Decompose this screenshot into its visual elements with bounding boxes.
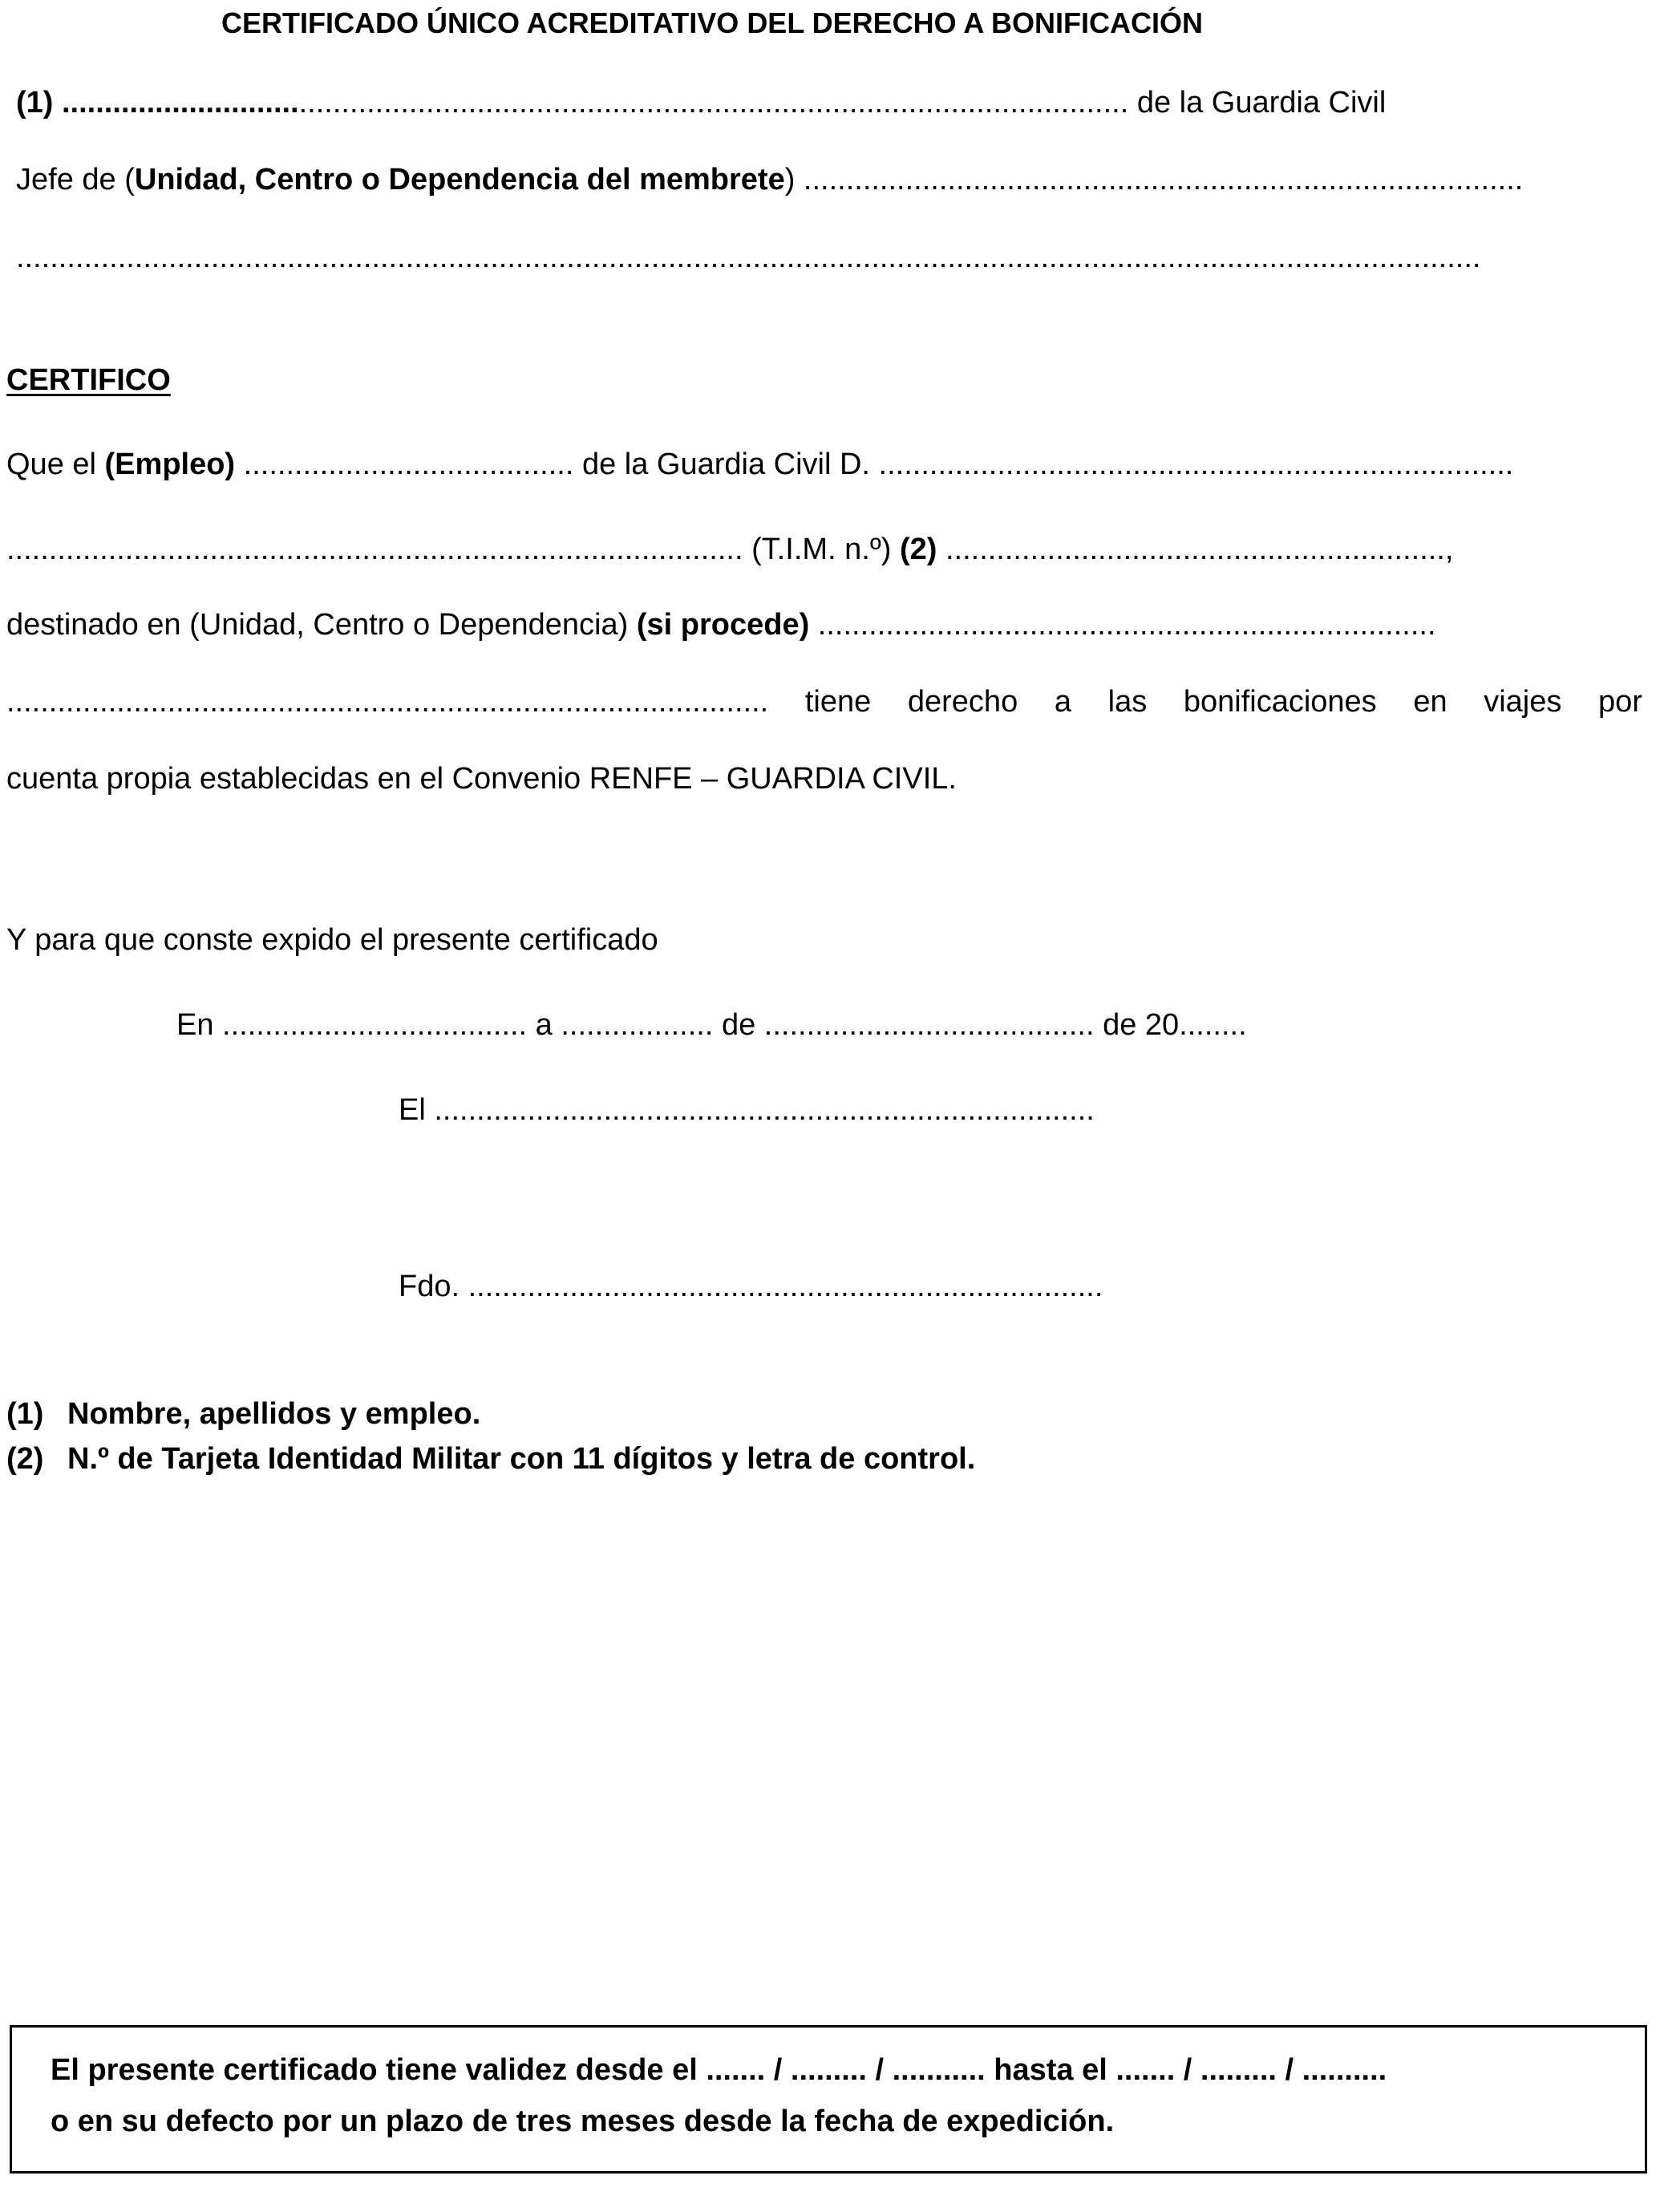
certifico-heading: CERTIFICO [6,363,171,397]
header-line-2 [16,161,1523,198]
destino-field[interactable]: ......................................................................... [809,608,1436,642]
body-word: las [1107,685,1148,719]
body-word: por [1598,685,1642,719]
footnote-text: N.º de Tarjeta Identidad Militar con 11 dígitos y letra de control. [67,1442,976,1476]
closing-statement: Y para que conste expido el presente certificado [6,923,658,957]
issuer-suffix: de la Guardia Civil [1136,86,1387,120]
validity-line-2: o en su defecto por un plazo de tres meses desde la fecha de expedición. [51,2105,1115,2138]
document-title: CERTIFICADO ÚNICO ACREDITATIVO DEL DERECHO A BONIFICACIÓN [221,6,1203,39]
body-word: derecho [907,685,1018,719]
body-line-2 [6,531,1453,568]
signature-line[interactable]: Fdo. ........................................................................... [399,1270,1103,1303]
tim-field[interactable]: ....................................................................................... (T.I.M. n.º) [6,533,900,566]
footnote-text: Nombre, apellidos y empleo. [67,1397,481,1431]
body-line-5: cuenta propia establecidas en el Convenio RENFE – GUARDIA CIVIL. [6,762,957,796]
body-line-4 [6,683,1642,720]
validity-line-1[interactable]: El presente certificado tiene validez desde el ....... / ......... / ........... hasta el ....... / ......... / .......... [51,2053,1387,2087]
footnote [6,1396,975,1432]
signer-position-line[interactable]: El .............................................................................. [399,1093,1095,1127]
body-line-3 [6,606,1436,643]
unit-field[interactable]: ) ..................................................................................... [784,163,1524,196]
header-line-1 [16,84,1647,121]
issuer-name-field[interactable]: .................................................................................................. [298,86,1129,120]
body-word: viajes [1484,685,1562,719]
body-que-el: Que el [6,448,105,481]
body-word: en [1413,685,1447,719]
issuer-ref: (1) ............................ [16,86,299,120]
date-line[interactable]: En .................................... a .................. de ....................................... de 20........ [176,1008,1247,1042]
body-word: tiene [804,685,872,719]
body-line-1 [6,446,1513,483]
si-procede-label: (si procede) [636,608,810,642]
footnote-number: (2) [6,1442,44,1476]
jefe-label: Jefe de ( [16,163,135,196]
validity-box [10,2025,1647,2174]
body-word: a [1054,685,1071,719]
tim-ref: (2) [899,533,937,566]
unit-hint: Unidad, Centro o Dependencia del membrete [134,163,785,196]
footnotes [6,1396,975,1477]
destino-field-cont[interactable]: .......................................................................................... [6,685,769,719]
header-line-3[interactable]: ............................................................................................................................................................................. [16,241,1481,274]
empleo-label: (Empleo) [104,448,236,481]
destinado-label: destinado en (Unidad, Centro o Dependencia) [6,608,637,642]
footnote [6,1440,975,1477]
body-word: bonificaciones [1183,685,1377,719]
tim-number-field[interactable]: ..........................................................., [937,533,1454,566]
empleo-name-field[interactable]: ....................................... de la Guardia Civil D. ........................................................................... [235,448,1514,481]
footnote-number: (1) [6,1397,44,1431]
